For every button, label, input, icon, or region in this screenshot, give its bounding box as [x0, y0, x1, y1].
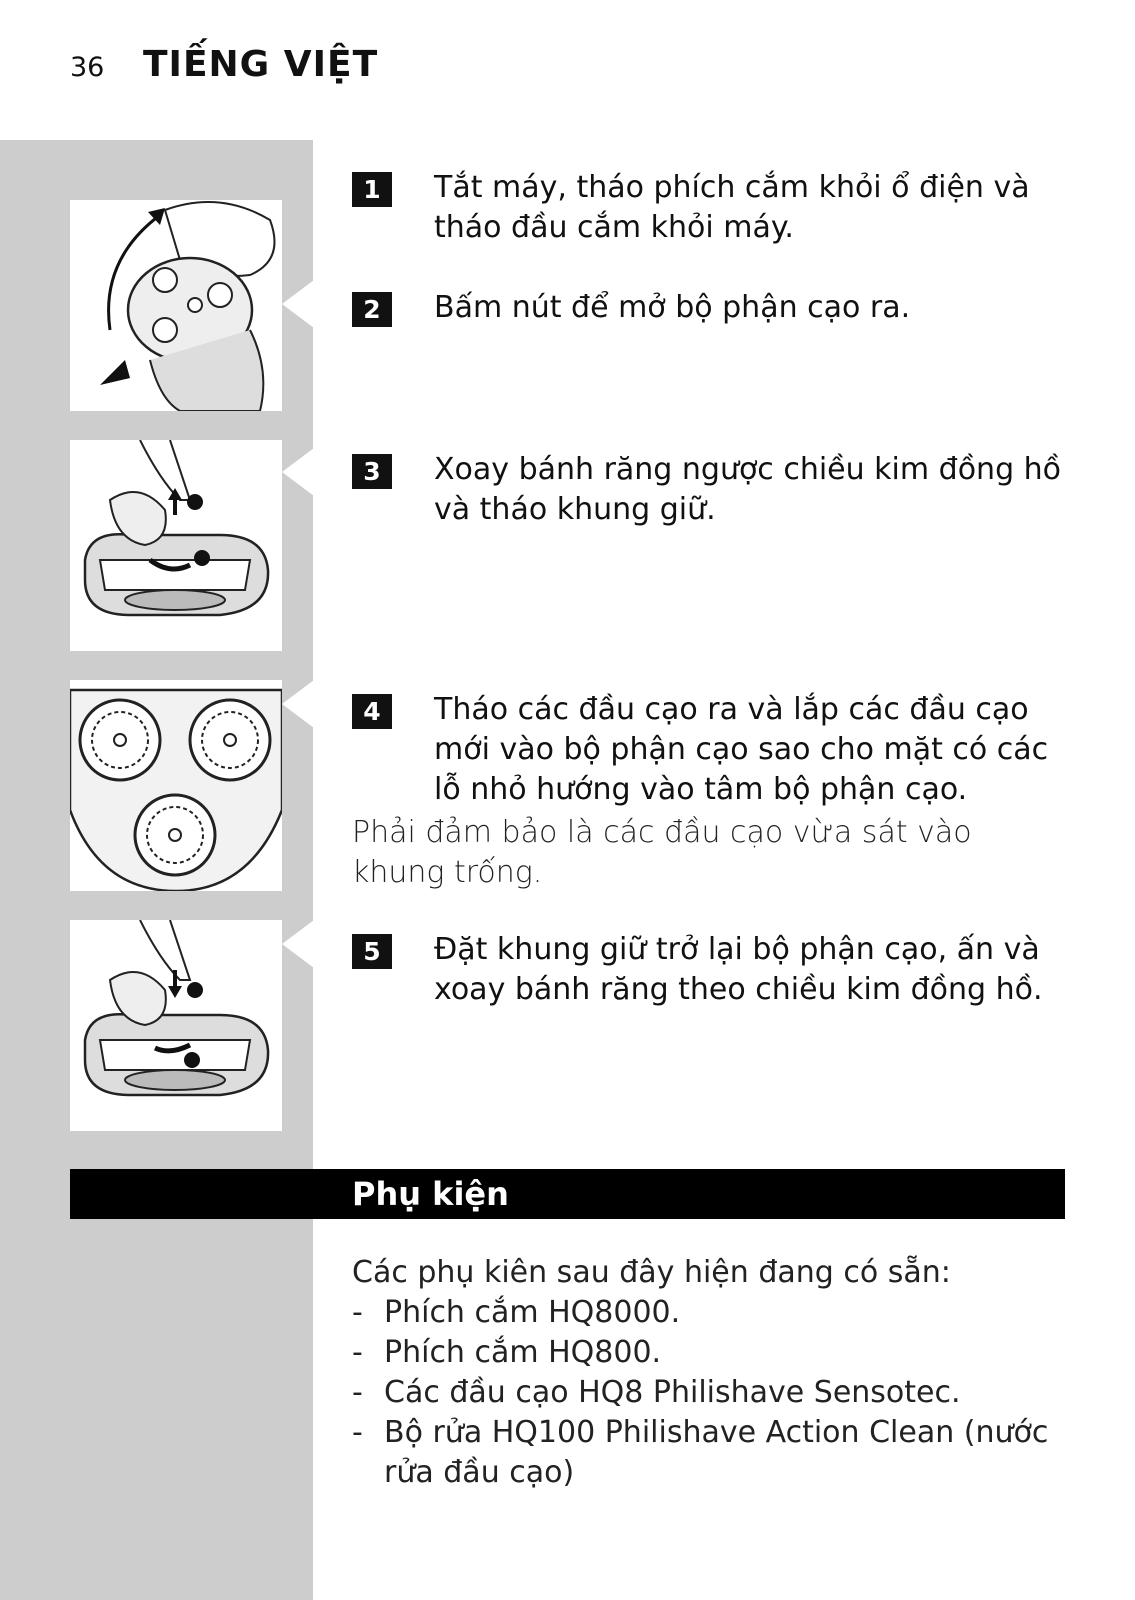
- page-number: 36: [70, 52, 105, 83]
- list-item: - Phích cắm HQ800.: [352, 1335, 662, 1370]
- step-number: 5: [352, 934, 392, 969]
- list-item-text: Phích cắm HQ800.: [384, 1335, 662, 1370]
- accessories-intro: Các phụ kiên sau đây hiện đang có sẵn:: [352, 1255, 951, 1290]
- step-4-note: Phải đảm bảo là các đầu cạo vừa sát vào khung trống.: [352, 815, 972, 890]
- step-text: Đặt khung giữ trở lại bộ phận cạo, ấn và xoay bánh răng theo chiều kim đồng hồ.: [434, 932, 1043, 1007]
- list-item-text: Các đầu cạo HQ8 Philishave Sensotec.: [384, 1375, 961, 1410]
- figure-refit-frame: [70, 920, 282, 1131]
- figure-pointer: [282, 448, 314, 496]
- section-header-bar: [70, 1169, 1065, 1219]
- retaining-frame-refit-icon: [70, 920, 282, 1131]
- step-text: Tháo các đầu cạo ra và lắp các đầu cạo mới vào bộ phận cạo sao cho mặt có các lỗ nhỏ hướng vào tâm bộ phận cạo.: [434, 692, 1049, 807]
- figure-pointer: [282, 280, 314, 328]
- figure-remove-frame: [70, 440, 282, 651]
- step-number: 1: [352, 172, 392, 207]
- figure-pointer: [282, 920, 314, 968]
- step-number: 4: [352, 694, 392, 729]
- step-text: Bấm nút để mở bộ phận cạo ra.: [434, 290, 911, 325]
- retaining-frame-removal-icon: [70, 440, 282, 651]
- accessories-list: [352, 1293, 1072, 1493]
- step-number: 2: [352, 292, 392, 327]
- section-title: Phụ kiện: [352, 1175, 509, 1213]
- list-item: - Phích cắm HQ8000.: [352, 1295, 681, 1330]
- list-item-text: Bộ rửa HQ100 Philishave Action Clean (nước rửa đầu cạo): [384, 1415, 1049, 1490]
- step-text: Xoay bánh răng ngược chiều kim đồng hồ và tháo khung giữ.: [434, 452, 1062, 527]
- figure-open-shaver: [70, 200, 282, 411]
- list-item-text: Phích cắm HQ8000.: [384, 1295, 681, 1330]
- page-title: TIẾNG VIỆT: [143, 44, 379, 85]
- list-item: - Bộ rửa HQ100 Philishave Action Clean (nước rửa đầu cạo): [352, 1415, 1049, 1490]
- figure-pointer: [282, 680, 314, 728]
- shaving-heads-icon: [70, 680, 282, 891]
- step-text: Tắt máy, tháo phích cắm khỏi ổ điện và tháo đầu cắm khỏi máy.: [434, 170, 1030, 245]
- step-number: 3: [352, 454, 392, 489]
- shaver-open-icon: [70, 200, 282, 411]
- list-item: - Các đầu cạo HQ8 Philishave Sensotec.: [352, 1375, 961, 1410]
- figure-shaving-heads: [70, 680, 282, 891]
